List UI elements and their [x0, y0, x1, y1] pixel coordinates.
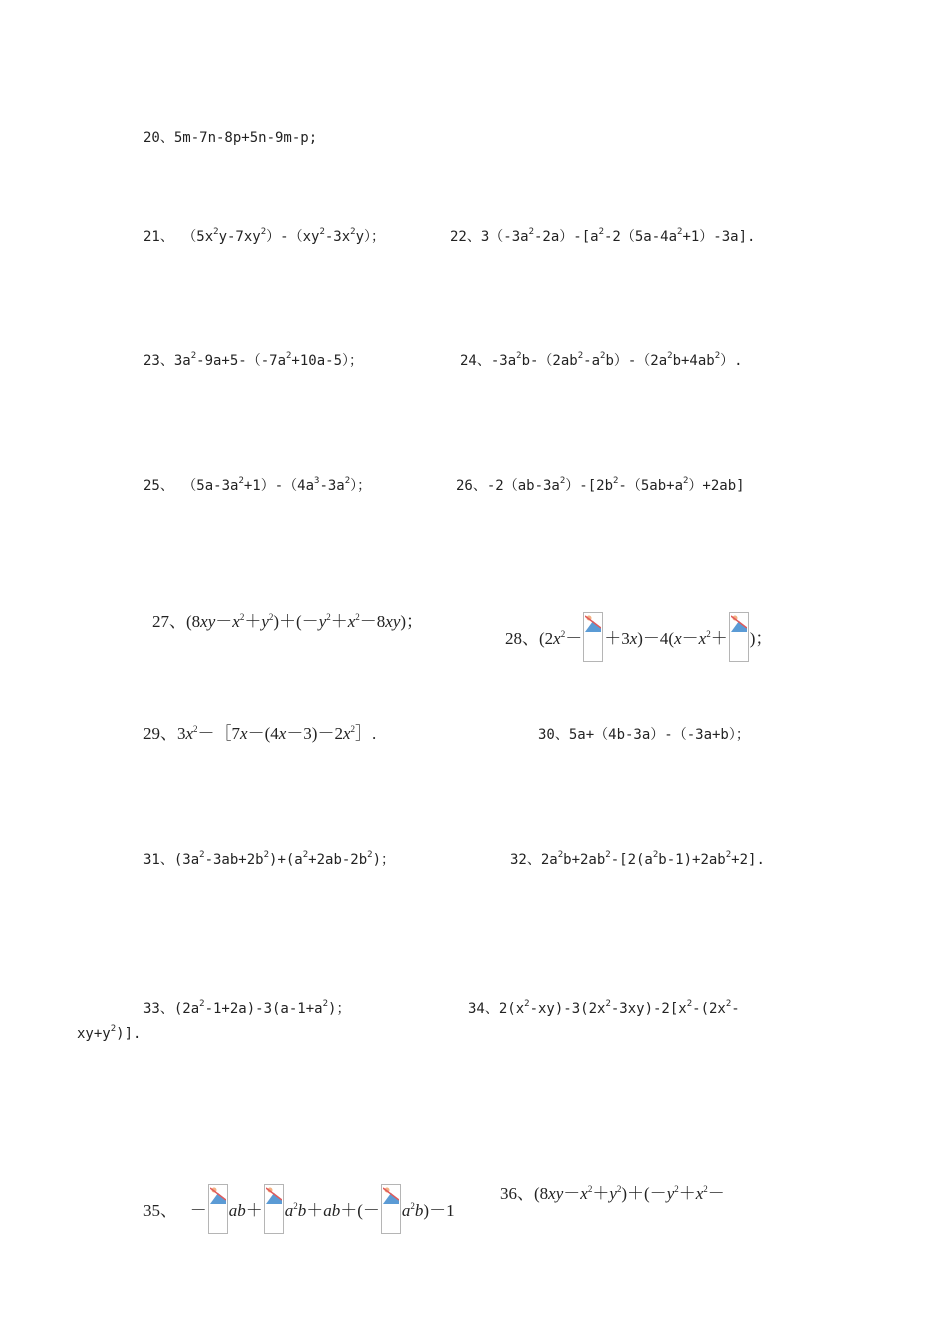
- problem-31: 31、$(3a^2-3ab+2b^2)+(a^2+2ab-2b^2)$；: [143, 850, 396, 868]
- broken-image-icon: [264, 1184, 284, 1234]
- problem-20: 20、5m-7n-8p+5n-9m-p;: [143, 130, 318, 146]
- problem-21: 21、 $(5x^2y-7xy^2)-(xy^2-3x^2y)$；: [143, 227, 386, 245]
- problem-34-continuation: $xy+y^2$)].: [77, 1024, 142, 1042]
- problem-33: 33、$(2a^2-1+2a)-3(a-1+a^2)$；: [143, 999, 351, 1017]
- problem-29: 29、$3x^2-[7x-(4x-3)-2x^2]$.: [143, 724, 377, 743]
- problem-32: 32、$2a^2b+2ab^2-[2(a^2b-1)+2ab^2+2]$.: [510, 850, 765, 868]
- problem-27: 27、$(8xy-x^2+y^2)+(-y^2+x^2-8xy)$；: [152, 612, 424, 631]
- broken-image-icon: [729, 612, 749, 662]
- broken-image-icon: [208, 1184, 228, 1234]
- broken-image-icon: [381, 1184, 401, 1234]
- problem-25: 25、 $(5a-3a^2+1)-(4a^3-3a^2)$；: [143, 476, 372, 494]
- broken-image-icon: [583, 612, 603, 662]
- problem-26: 26、$-2(ab-3a^2)-[2b^2-(5ab+a^2)+2ab]$: [456, 476, 745, 494]
- problem-35: 35、 － ab＋ $a^2b+ab+(-$ $a^2b)-1$: [143, 1184, 455, 1234]
- problem-36: 36、$(8xy-x^2+y^2)+(-y^2+x^2-$: [500, 1184, 725, 1203]
- problem-28: 28、($2x^2-$ $+3x)-4(x-x^2+$ )；: [505, 612, 772, 662]
- problem-30: 30、5a+（4b-3a）-（-3a+b）；: [538, 727, 750, 743]
- problem-22: 22、$3(-3a^2-2a)-[a^2-2(5a-4a^2+1)-3a]$.: [450, 227, 756, 245]
- problem-23: 23、$3a^2-9a+5-(-7a^2+10a-5)$；: [143, 351, 363, 369]
- problem-34: 34、$2(x^2-xy)-3(2x^2-3xy)-2[x^2-(2x^2-$: [468, 999, 740, 1017]
- problem-24: 24、$-3a^2b-(2ab^2-a^2b)-(2a^2b+4ab^2)$.: [460, 351, 743, 369]
